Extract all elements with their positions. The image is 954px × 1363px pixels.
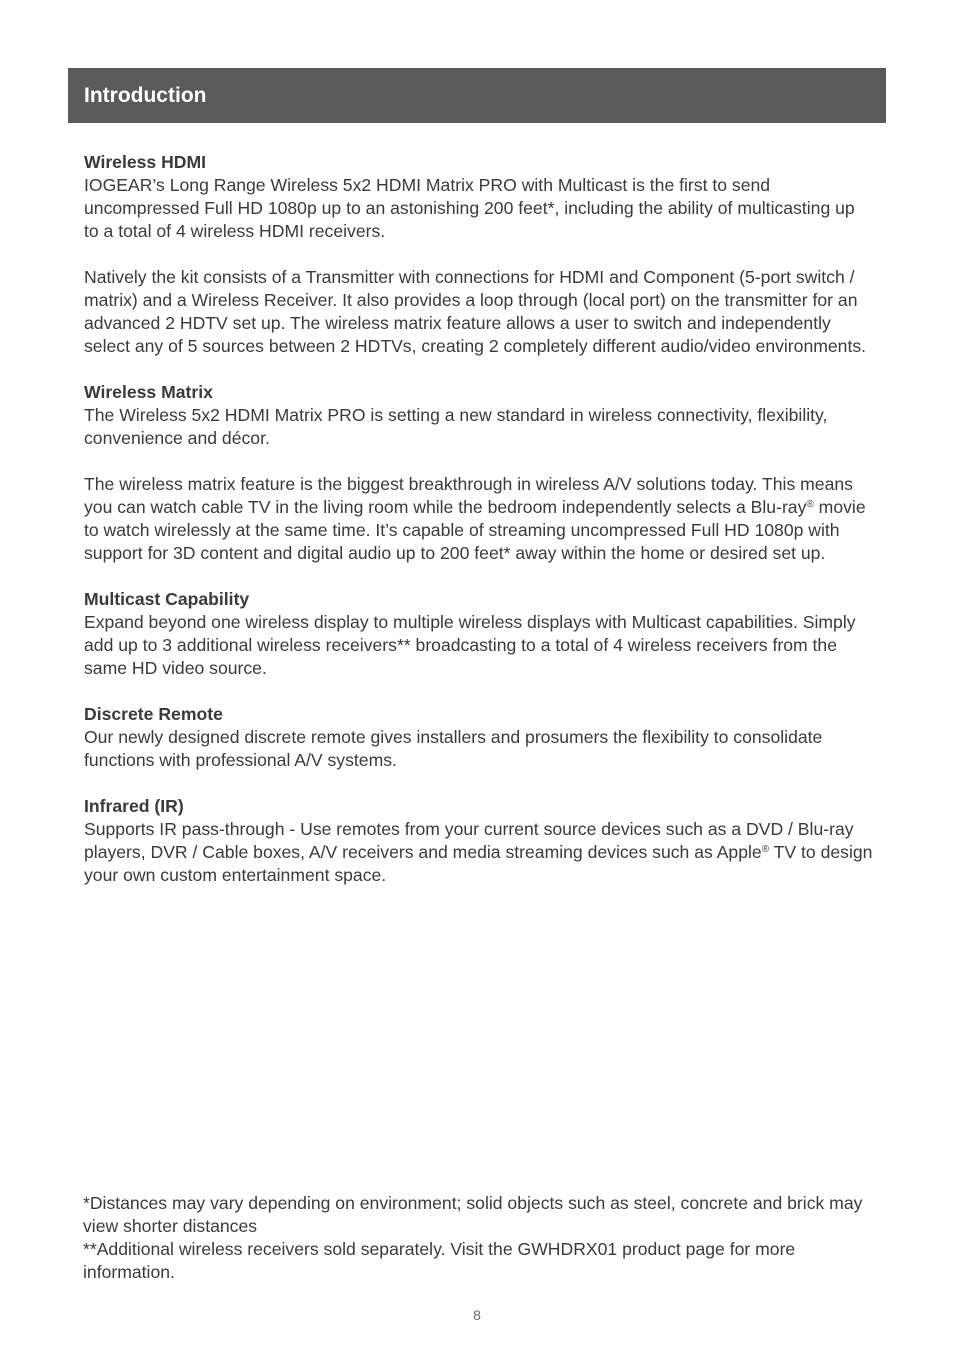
section-multicast-capability (84, 588, 874, 680)
section-paragraph: Natively the kit consists of a Transmitter with connections for HDMI and Component (5-port switch / matrix) and a Wireless Receiver. It also provides a loop through (local port) on the transmitter for an advanced 2 HDTV set up. The wireless matrix feature allows a user to switch and independently select any of 5 sources between 2 HDTVs, creating 2 completely different audio/video environments. (84, 267, 867, 356)
section-discrete-remote (84, 703, 874, 772)
section-paragraph: IOGEAR’s Long Range Wireless 5x2 HDMI Matrix PRO with Multicast is the first to send uncompressed Full HD 1080p up to an astonishing 200 feet*, including the ability of multicasting up to a total of 4 wireless HDMI receivers. (84, 175, 855, 241)
section-infrared (84, 795, 874, 887)
paragraph-text: TV to design your own custom entertainment space. (84, 842, 873, 885)
footnote: **Additional wireless receivers sold separately. Visit the GWHDRX01 product page for more information. (83, 1239, 796, 1282)
paragraph-text: The wireless matrix feature is the biggest breakthrough in wireless A/V solutions today. This means you can watch cable TV in the living room while the bedroom independently selects a Blu-ray (84, 474, 853, 517)
section-heading: Discrete Remote (84, 704, 223, 724)
section-paragraph: Expand beyond one wireless display to multiple wireless displays with Multicast capabilities. Simply add up to 3 additional wireless receivers** broadcasting to a total of 4 wireless receivers from the same HD video source. (84, 612, 856, 678)
section-wireless-hdmi (84, 151, 874, 358)
section-paragraph (84, 473, 874, 565)
section-heading: Wireless Matrix (84, 382, 213, 402)
paragraph-text: movie to watch wirelessly at the same time. It’s capable of streaming uncompressed Full HD 1080p with support for 3D content and digital audio up to 200 feet* away within the home or desired set up. (84, 497, 866, 563)
section-wireless-matrix (84, 381, 874, 565)
section-heading: Wireless HDMI (84, 152, 207, 172)
section-paragraph: Our newly designed discrete remote gives installers and prosumers the flexibility to consolidate functions with professional A/V systems. (84, 727, 823, 770)
section-paragraph: The Wireless 5x2 HDMI Matrix PRO is setting a new standard in wireless connectivity, flexibility, convenience and décor. (84, 405, 828, 448)
paragraph-text: Supports IR pass-through - Use remotes from your current source devices such as a DVD / Blu-ray players, DVR / Cable boxes, A/V receivers and media streaming devices such as Apple (84, 819, 854, 862)
page-title: Introduction (84, 83, 207, 107)
section-heading: Infrared (IR) (84, 796, 184, 816)
main-content (84, 151, 874, 910)
registered-mark: ® (761, 844, 770, 855)
section-header-bar (68, 68, 886, 123)
page-number: 8 (473, 1307, 481, 1323)
section-heading: Multicast Capability (84, 589, 250, 609)
footnotes (83, 1192, 873, 1284)
footnote: *Distances may vary depending on environment; solid objects such as steel, concrete and brick may view shorter distances (83, 1193, 863, 1236)
registered-mark: ® (806, 499, 814, 510)
section-paragraph (84, 818, 874, 887)
